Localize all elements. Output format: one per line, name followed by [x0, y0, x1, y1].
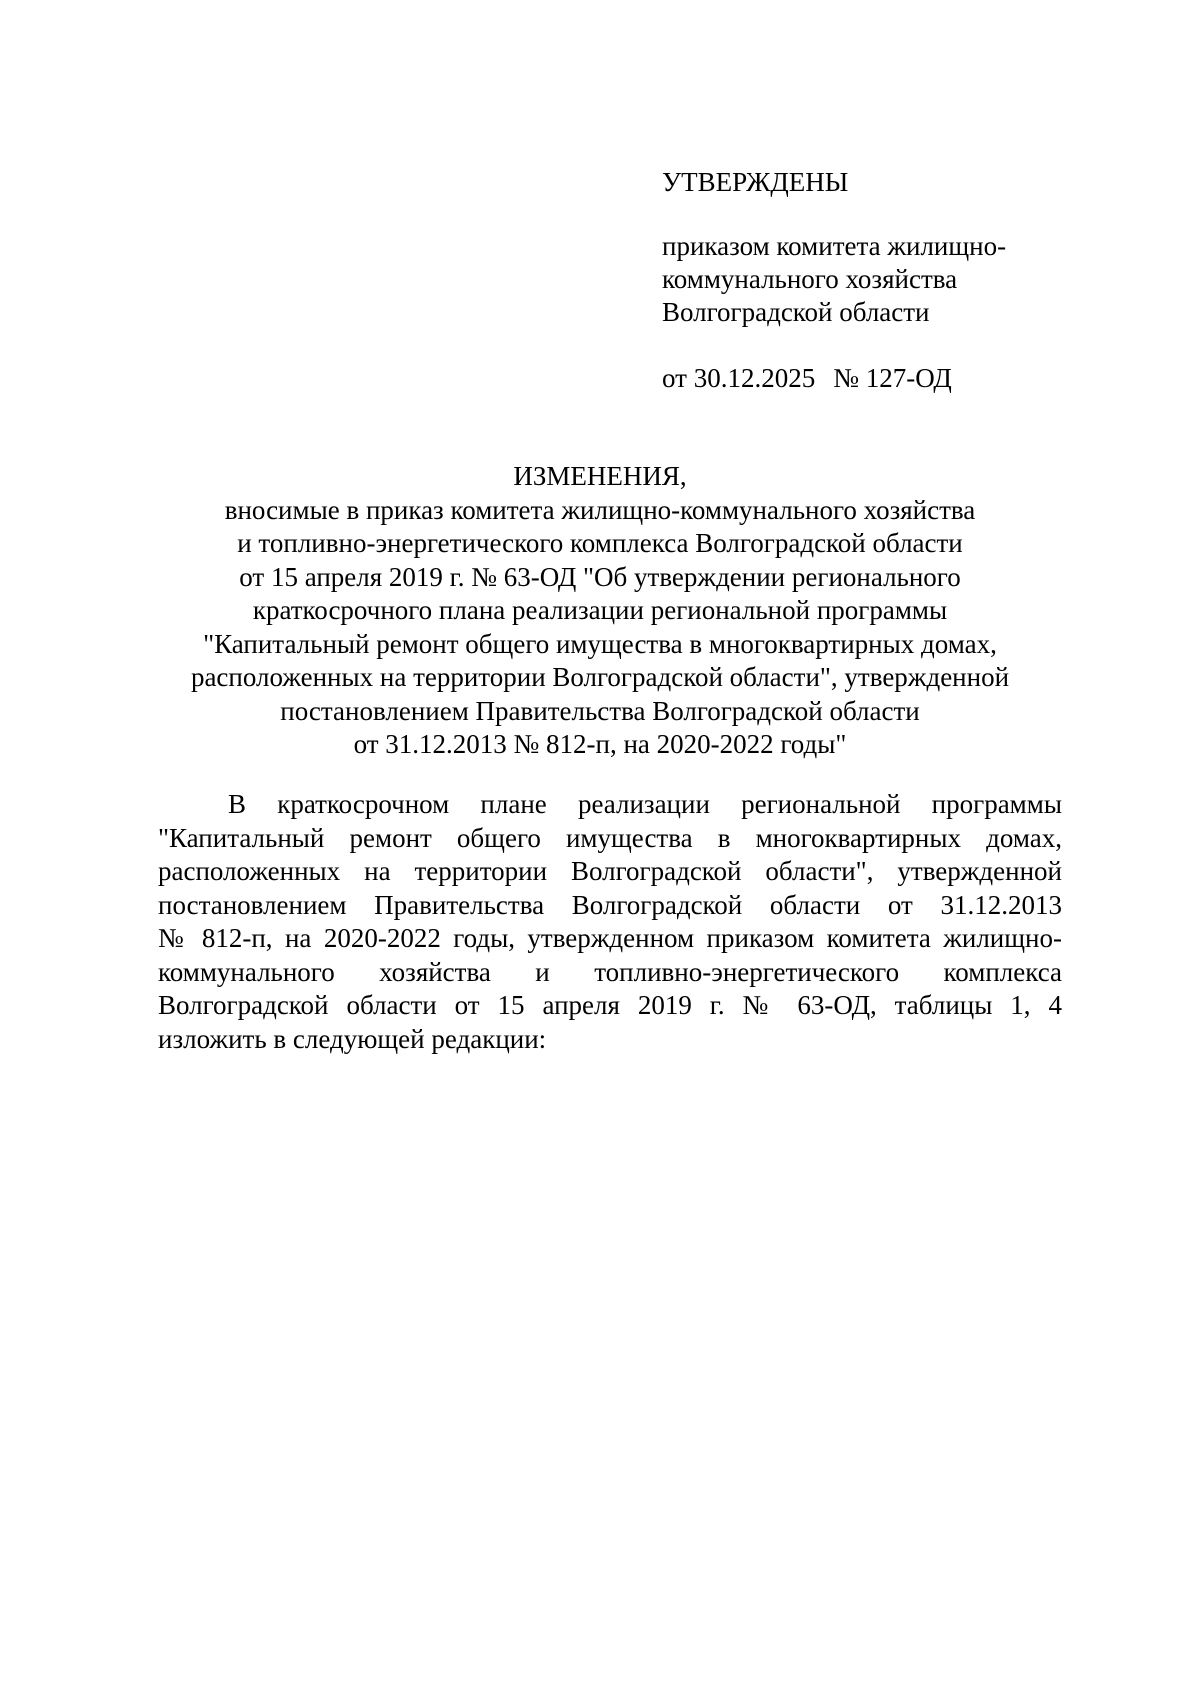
body-line: коммунального хозяйства и топливно-энергетического комплекса — [158, 956, 1062, 987]
heading-line: "Капитальный ремонт общего имущества в многоквартирных домах, — [203, 628, 997, 659]
body-line: "Капитальный ремонт общего имущества в многоквартирных домах, — [158, 822, 1062, 853]
heading-line: и топливно-энергетического комплекса Волгоградской области — [237, 528, 963, 558]
approval-order-line: коммунального хозяйства — [662, 264, 958, 294]
document-heading — [120, 460, 1080, 762]
body-line: изложить в следующей редакции: — [158, 1023, 547, 1054]
body-line: постановлением Правительства Волгоградской области от 31.12.2013 — [158, 889, 1062, 920]
approval-title: УТВЕРЖДЕНЫ — [662, 167, 849, 197]
approval-order-line: Волгоградской области — [662, 297, 930, 327]
approval-order-text — [662, 230, 1082, 329]
body-line: расположенных на территории Волгоградской области", утвержденной — [158, 856, 1062, 886]
approval-order-number: № 127-ОД — [833, 363, 952, 393]
heading-line: от 15 апреля 2019 г. № 63-ОД "Об утверждении регионального — [239, 561, 961, 592]
heading-line: постановлением Правительства Волгоградской области — [280, 695, 920, 726]
heading-line: вносимые в приказ комитета жилищно-коммунального хозяйства — [224, 494, 976, 525]
approval-order-date: от 30.12.2025 — [662, 363, 816, 393]
body-line: № 812-п, на 2020-2022 годы, утвержденном приказом комитета жилищно- — [158, 923, 1062, 953]
body-paragraph — [158, 788, 1062, 1056]
heading-line: от 31.12.2013 № 812-п, на 2020-2022 годы" — [353, 729, 847, 759]
heading-line: расположенных на территории Волгоградской области", утвержденной — [190, 662, 1010, 692]
approval-block — [662, 166, 1082, 395]
body-line: Волгоградской области от 15 апреля 2019 г. № 63-ОД, таблицы 1, 4 — [158, 990, 1062, 1020]
heading-title: ИЗМЕНЕНИЯ, — [513, 461, 687, 491]
body-line: В краткосрочном плане реализации региональной программы — [228, 789, 1062, 819]
approval-order-date-number — [662, 362, 1082, 395]
heading-line: краткосрочного плана реализации региональной программы — [252, 595, 948, 625]
approval-order-line: приказом комитета жилищно- — [662, 231, 1007, 261]
